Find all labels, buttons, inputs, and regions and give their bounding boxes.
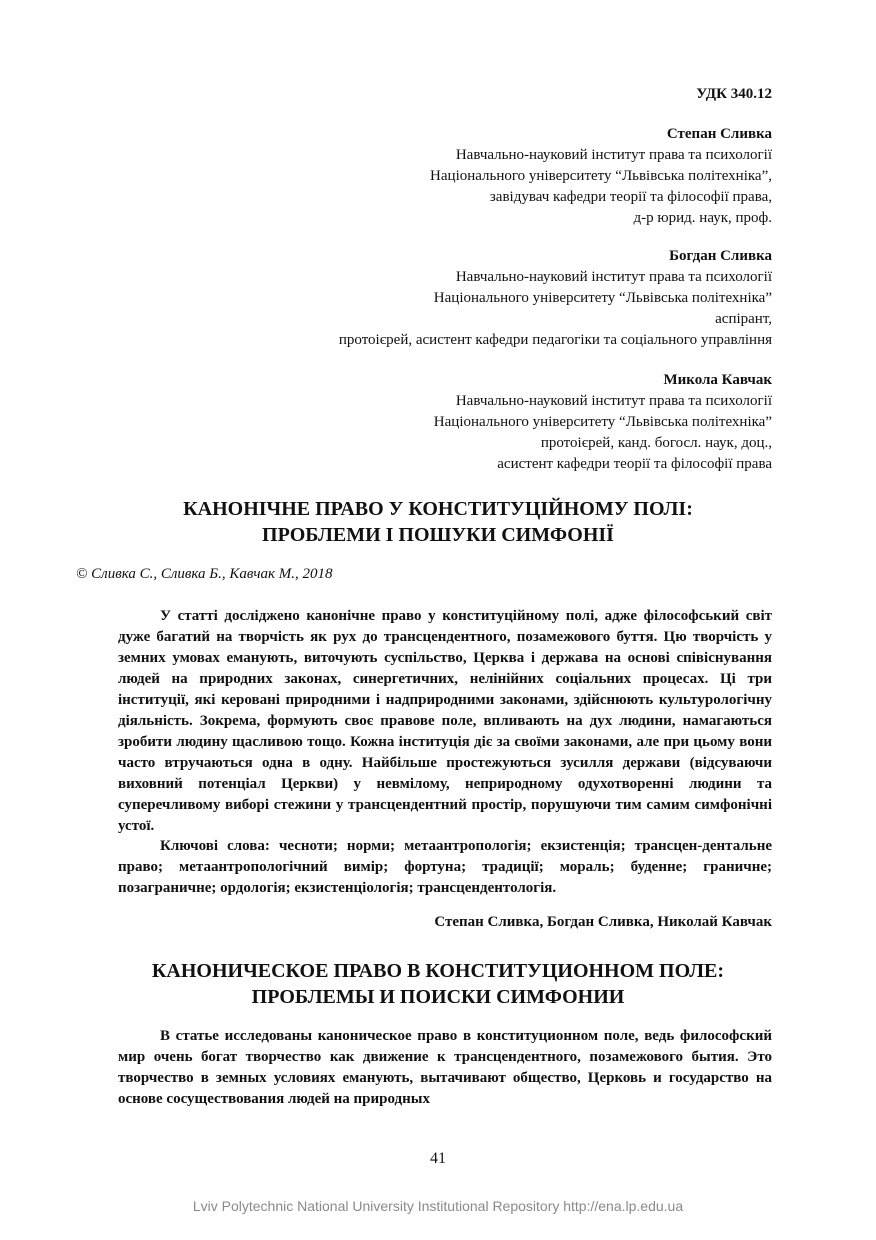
article-title-uk — [0, 496, 876, 548]
affiliation-line: асистент кафедри теорії та філософії права — [497, 456, 772, 472]
abstract-uk — [118, 606, 772, 837]
abstract-ru — [118, 1026, 772, 1110]
udk-code: УДК 340.12 — [696, 86, 772, 102]
title-line: КАНОНІЧНЕ ПРАВО У КОНСТИТУЦІЙНОМУ ПОЛІ: — [183, 498, 693, 520]
affiliation-line: Національного університету “Львівська політехніка” — [433, 414, 772, 430]
author-name: Степан Сливка — [666, 126, 772, 142]
title-line: КАНОНИЧЕСКОЕ ПРАВО В КОНСТИТУЦИОННОМ ПОЛЕ: — [151, 960, 725, 982]
affiliation-line: протоієрей, канд. богосл. наук, доц., — [540, 435, 772, 451]
author-block-1 — [430, 124, 772, 229]
page-number: 41 — [430, 1150, 446, 1167]
abstract-text: В статье исследованы каноническое право в конституционном поле, ведь философский мир очень богат творчество как движение к трансцендентного, позамежового бытия. Это творчество в земных условиях еманують, вытачивают общество, Церковь и государство на основе сосуществования людей на природных — [118, 1028, 772, 1107]
author-block-2 — [339, 246, 772, 351]
affiliation-line: аспірант, — [715, 311, 772, 327]
author-name: Богдан Сливка — [669, 248, 772, 264]
affiliation-line: д-р юрид. наук, проф. — [633, 210, 772, 226]
affiliation-line: Навчально-науковий інститут права та психології — [455, 147, 772, 163]
affiliation-line: Національного університету “Львівська політехніка” — [433, 290, 772, 306]
copyright-notice: © Сливка С., Сливка Б., Кавчак М., 2018 — [76, 566, 333, 582]
author-block-3 — [434, 370, 772, 475]
title-line: ПРОБЛЕМИ І ПОШУКИ СИМФОНІЇ — [262, 524, 614, 546]
affiliation-line: протоієрей, асистент кафедри педагогіки та соціального управління — [338, 332, 772, 348]
authors-ru: Степан Сливка, Богдан Сливка, Николай Кавчак — [434, 914, 772, 930]
keywords-uk: Ключові слова: чесноти; норми; метаантропологія; екзистенція; трансцен-дентальне право; метаантропологічний вимір; фортуна; традиції; мораль; буденне; граничне; позаграничне; ордологія; екзистенціологія; трансцендентологія. — [118, 838, 772, 896]
affiliation-line: Національного університету “Львівська політехніка”, — [430, 168, 772, 184]
affiliation-line: Навчально-науковий інститут права та психології — [455, 269, 772, 285]
affiliation-line: завідувач кафедри теорії та філософії права, — [489, 189, 772, 205]
title-line: ПРОБЛЕМЫ И ПОИСКИ СИМФОНИИ — [251, 986, 625, 1008]
article-title-ru — [0, 958, 876, 1010]
repository-footer: Lviv Polytechnic National University Institutional Repository http://ena.lp.edu.ua — [192, 1198, 684, 1214]
abstract-text: У статті досліджено канонічне право у конституційному полі, адже філософський світ дуже багатий на творчість як рух до трансцендентного, позамежового буття. Цю творчість у земних умовах еманують, виточують суспільство, Церква і держава на основі співіснування людей на природних законах, синергетичних, нелінійних соціальних процесах. Ці три інституції, які керовані природними і надприродними законами, здійснюють культурологічну діяльність. Зокрема, формують своє правове поле, впливають на дух людини, намагаються зробити людину щасливою тощо. Кожна інституція діє за своїми законами, але при цьому вони часто втручаються одна в одну. Найбільше простежуються зусилля держави (відсуваючи виховний потенціал Церкви) у невмілому, неприродному одухотворенні людини та суперечливому виборі стежини у трансцендентний простір, порушуючи тим самим симфонічні устої. — [118, 608, 772, 834]
affiliation-line: Навчально-науковий інститут права та психології — [455, 393, 772, 409]
author-name: Микола Кавчак — [663, 372, 772, 388]
